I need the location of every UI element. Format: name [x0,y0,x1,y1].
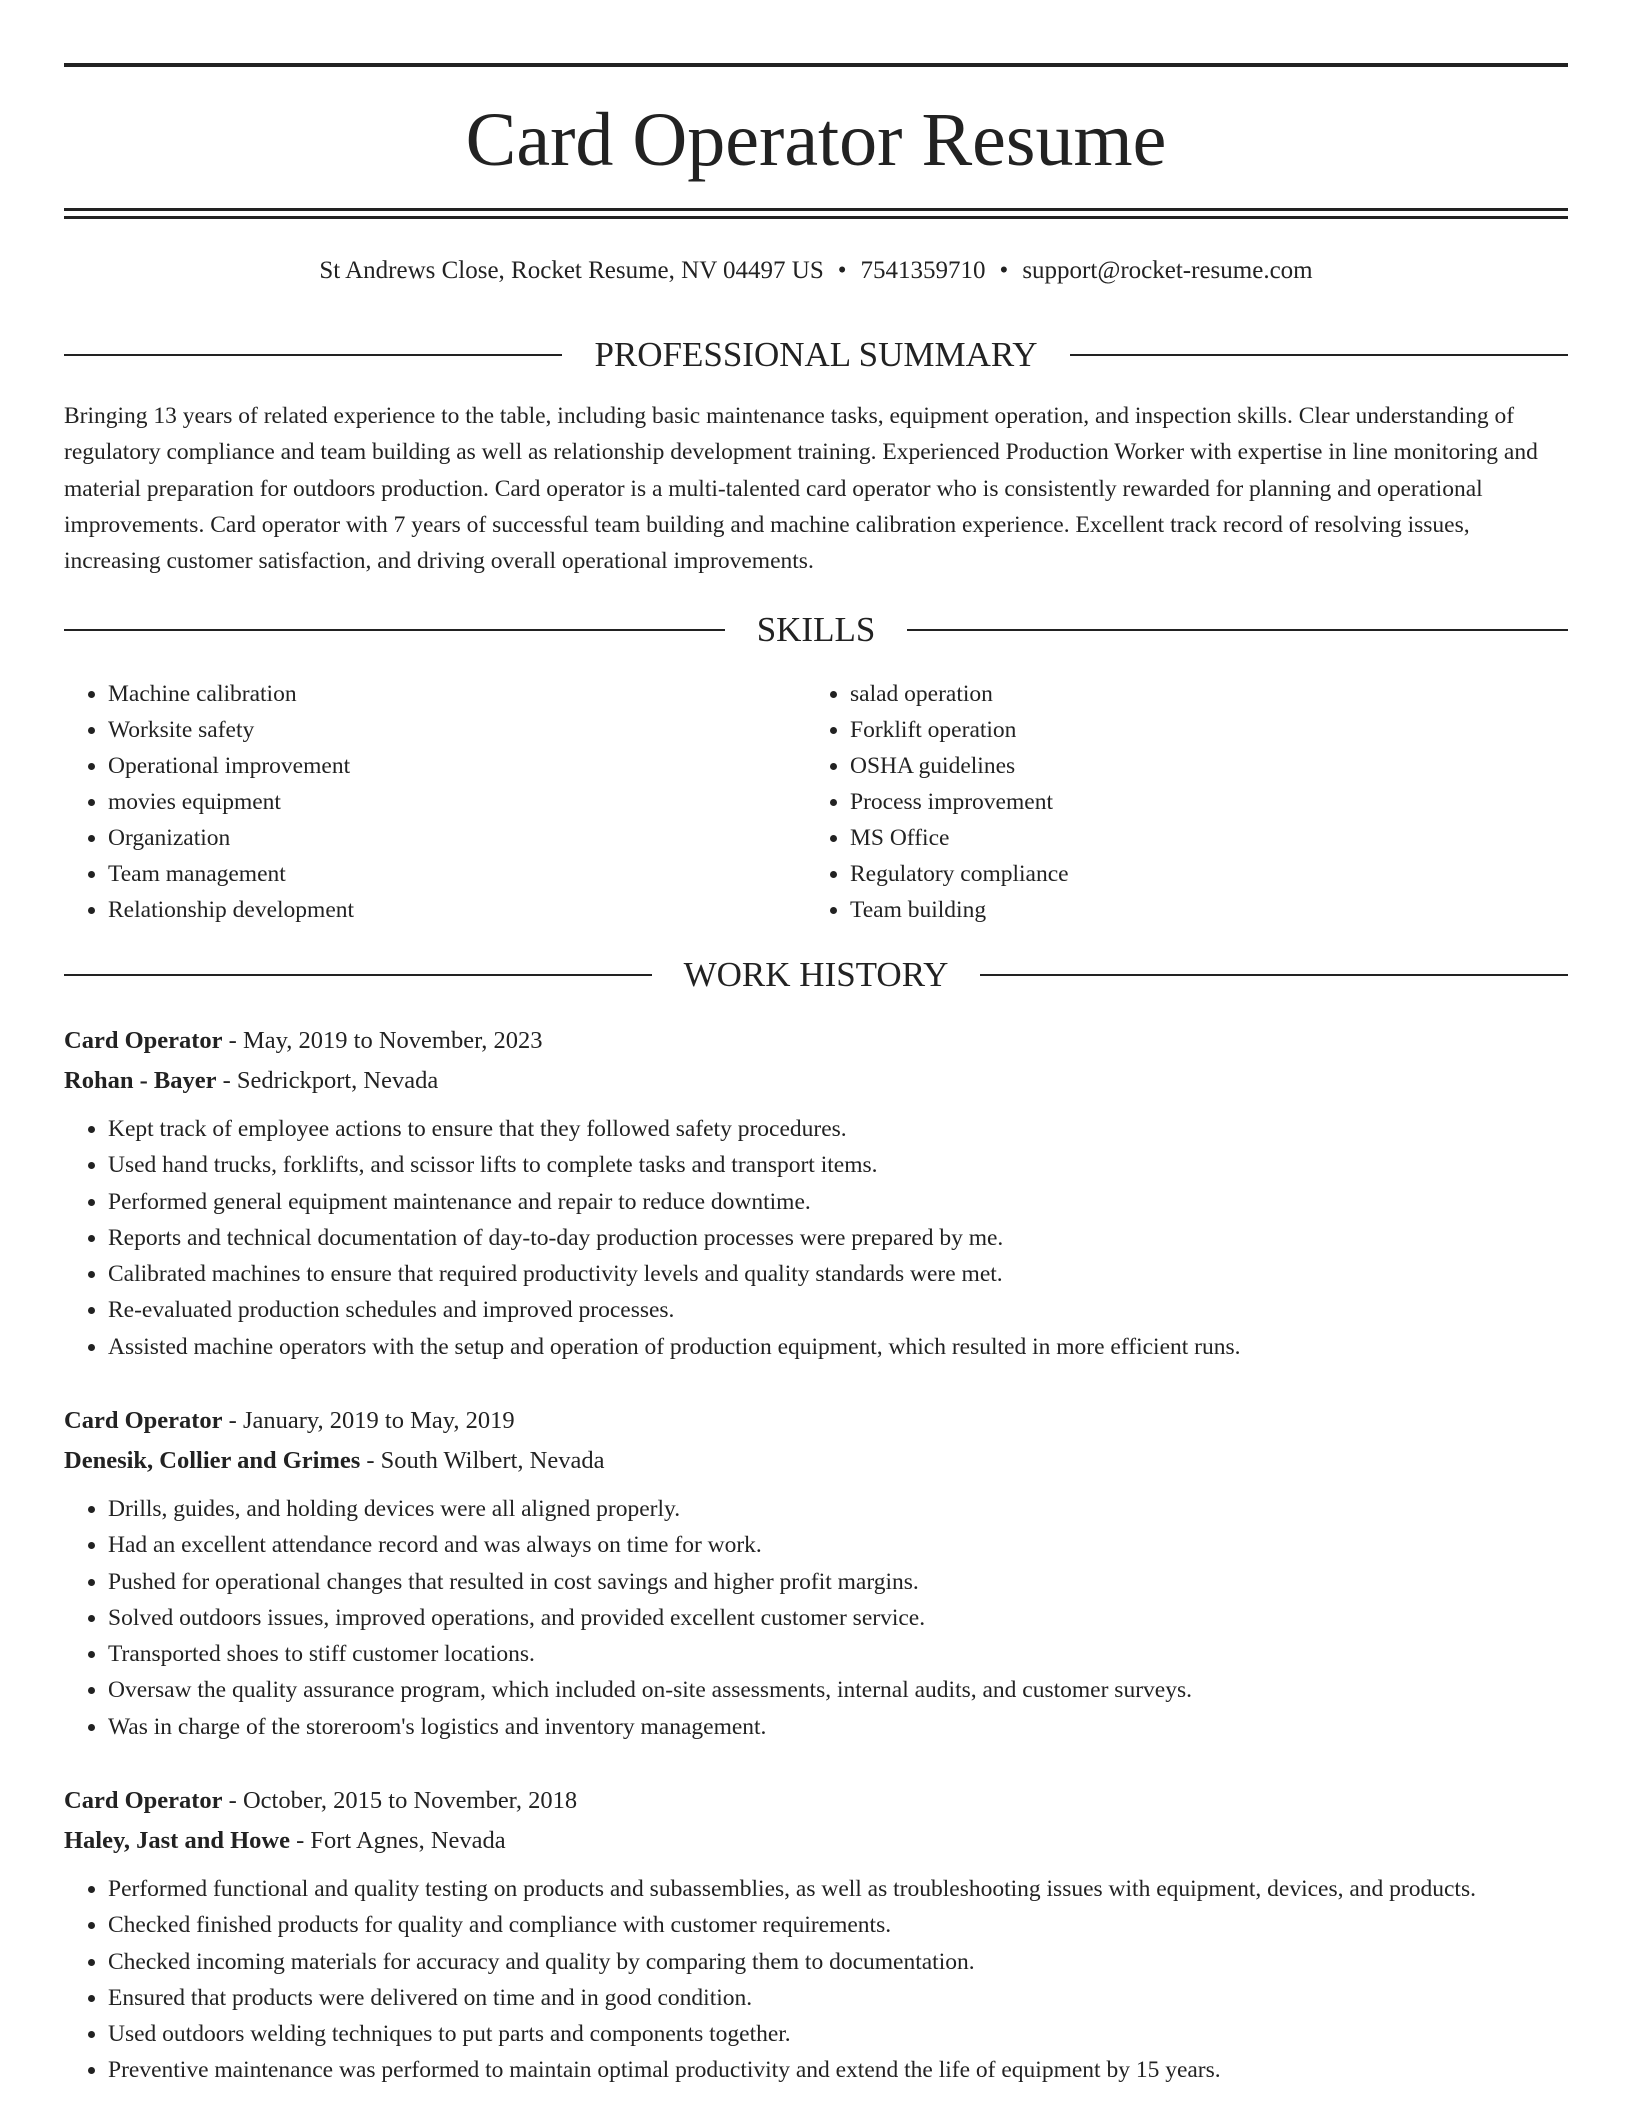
contact-phone: 7541359710 [860,257,986,284]
job-company: Haley, Jast and Howe [64,1827,290,1854]
skill-item: • movies equipment [108,784,806,820]
job-location: - South Wilbert, Nevada [360,1447,605,1474]
skills-column-left [64,676,806,928]
job-bullet: • Used outdoors welding techniques to put parts and components together. [108,2016,1568,2052]
job-bullet: • Preventive maintenance was performed to maintain optimal productivity and extend the life of equipment by 15 years. [108,2052,1568,2088]
job-bullets [64,1871,1568,2089]
summary-heading [64,335,1568,375]
job-bullet: • Checked finished products for quality and compliance with customer requirements. [108,1907,1568,1943]
job-bullet: • Pushed for operational changes that resulted in cost savings and higher profit margins. [108,1564,1568,1600]
job-company-line [64,1441,1568,1481]
job-bullet: • Performed general equipment maintenance and repair to reduce downtime. [108,1184,1568,1220]
job-bullet: • Kept track of employee actions to ensure that they followed safety procedures. [108,1111,1568,1147]
job-bullet: • Ensured that products were delivered on time and in good condition. [108,1980,1568,2016]
skill-item: • Process improvement [850,784,1548,820]
skills-heading [64,610,1568,650]
job-title-line [64,1781,1568,1821]
job-title-line [64,1401,1568,1441]
heading-rule-right [980,974,1568,976]
job-bullet: • Assisted machine operators with the setup and operation of production equipment, which resulted in more efficient runs. [108,1329,1568,1365]
skill-item: • Team building [850,892,1548,928]
job-bullet: • Transported shoes to stiff customer locations. [108,1636,1568,1672]
skills-heading-label: SKILLS [756,610,876,649]
summary-text: Bringing 13 years of related experience to the table, including basic maintenance tasks, equipment operation, and inspection skills. Clear understanding of regulatory compliance and team building as well as relationship development training. Experienced Production Worker with expertise in line monitoring and material preparation for outdoors production. Card operator is a multi-talented card operator who is consistently rewarded for planning and operational improvements. Card operator with 7 years of successful team building and machine calibration experience. Excellent track record of resolving issues, increasing customer satisfaction, and driving overall operational improvements. [64,403,1538,575]
contact-separator: • [999,257,1009,284]
work-history-heading-label: WORK HISTORY [683,955,949,994]
job-entry [64,1021,1568,1365]
job-bullet: • Calibrated machines to ensure that required productivity levels and quality standards were met. [108,1256,1568,1292]
job-bullet: • Drills, guides, and holding devices were all aligned properly. [108,1491,1568,1527]
contact-email: support@rocket-resume.com [1022,257,1313,284]
job-bullet: • Re-evaluated production schedules and improved processes. [108,1292,1568,1328]
job-entry [64,1781,1568,2089]
skill-item: • Worksite safety [108,712,806,748]
job-company-line [64,1061,1568,1101]
heading-rule-left [64,354,562,356]
contact-separator: • [837,257,847,284]
skills-column-right [806,676,1548,928]
job-entry [64,1401,1568,1745]
job-dates: - May, 2019 to November, 2023 [222,1027,543,1054]
job-bullet: • Had an excellent attendance record and was always on time for work. [108,1527,1568,1563]
skill-item: • Machine calibration [108,676,806,712]
skill-item: • Forklift operation [850,712,1548,748]
resume-title: Card Operator Resume [465,98,1167,182]
job-bullet: • Performed functional and quality testing on products and subassemblies, as well as troubleshooting issues with equipment, devices, and products. [108,1871,1568,1907]
job-title: Card Operator [64,1027,223,1054]
job-bullet: • Used hand trucks, forklifts, and scissor lifts to complete tasks and transport items. [108,1147,1568,1183]
job-title-line [64,1021,1568,1061]
job-company-line [64,1821,1568,1861]
title-rule-upper [64,208,1568,211]
skill-item: • salad operation [850,676,1548,712]
skills-list [64,676,1568,928]
title-rule-lower [64,216,1568,219]
contact-line [64,254,1568,288]
top-rule [64,63,1568,67]
contact-address: St Andrews Close, Rocket Resume, NV 04497 US [319,257,824,284]
summary-heading-label: PROFESSIONAL SUMMARY [594,335,1038,374]
job-location: - Fort Agnes, Nevada [289,1827,506,1854]
heading-rule-right [1070,354,1568,356]
job-title: Card Operator [64,1407,223,1434]
job-bullet: • Solved outdoors issues, improved operations, and provided excellent customer service. [108,1600,1568,1636]
skill-item: • Team management [108,856,806,892]
job-dates: - October, 2015 to November, 2018 [222,1787,578,1814]
job-bullets [64,1491,1568,1745]
job-location: - Sedrickport, Nevada [216,1067,439,1094]
job-bullet: • Reports and technical documentation of day-to-day production processes were prepared by me. [108,1220,1568,1256]
job-company: Rohan - Bayer [64,1067,217,1094]
job-bullet: • Checked incoming materials for accuracy and quality by comparing them to documentation. [108,1944,1568,1980]
job-bullet: • Was in charge of the storeroom's logistics and inventory management. [108,1709,1568,1745]
heading-rule-left [64,974,652,976]
skill-item: • Regulatory compliance [850,856,1548,892]
job-dates: - January, 2019 to May, 2019 [222,1407,515,1434]
job-bullet: • Oversaw the quality assurance program, which included on-site assessments, internal audits, and customer surveys. [108,1672,1568,1708]
job-title: Card Operator [64,1787,223,1814]
heading-rule-right [907,629,1568,631]
skill-item: • Relationship development [108,892,806,928]
heading-rule-left [64,629,725,631]
skill-item: • Organization [108,820,806,856]
job-bullets [64,1111,1568,1365]
skill-item: • Operational improvement [108,748,806,784]
skill-item: • MS Office [850,820,1548,856]
job-company: Denesik, Collier and Grimes [64,1447,361,1474]
work-history-heading [64,955,1568,995]
skill-item: • OSHA guidelines [850,748,1548,784]
